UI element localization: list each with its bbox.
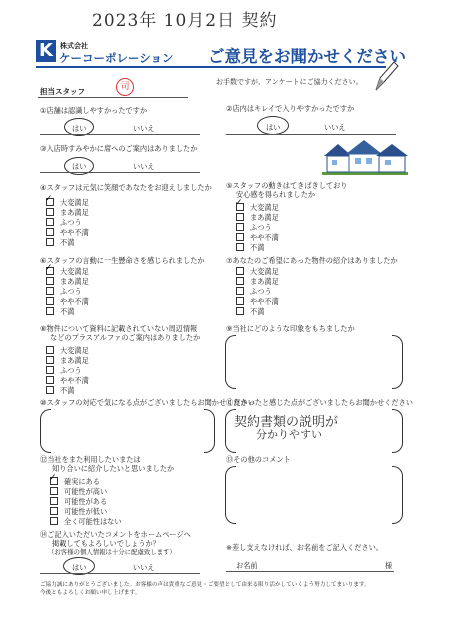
q8-option[interactable]: やや不満 bbox=[46, 376, 89, 386]
q7-option[interactable]: まあ満足 bbox=[236, 277, 279, 287]
question-5-line2: 安心感を得られましたか bbox=[236, 190, 316, 199]
company-logo bbox=[36, 40, 56, 62]
q1-no[interactable]: いいえ bbox=[133, 124, 155, 133]
q12-option[interactable]: 可能性がある bbox=[50, 497, 107, 507]
q13-box-left bbox=[225, 466, 236, 524]
q10-box-left bbox=[40, 409, 51, 453]
footer-line2: 今後ともよろしくお願い申し上げます。 bbox=[40, 590, 141, 596]
q5-option[interactable]: まあ満足 bbox=[236, 213, 279, 223]
q8-option[interactable]: 大変満足 bbox=[46, 346, 89, 356]
q5-option[interactable]: やや不満 bbox=[236, 233, 279, 243]
heading-underline bbox=[36, 66, 386, 68]
name-field[interactable] bbox=[226, 571, 394, 572]
q4-option[interactable]: まあ満足 bbox=[46, 208, 89, 218]
q1-line bbox=[40, 134, 200, 135]
q2-circle bbox=[257, 116, 289, 135]
q12-option[interactable]: 可能性が高い bbox=[50, 487, 107, 497]
name-note: ※差し支えなければ、お名前をご記入ください。 bbox=[226, 543, 383, 552]
question-3: ③入店時すみやかに席へのご案内はありましたか bbox=[40, 144, 198, 153]
q14-yes[interactable]: はい bbox=[72, 563, 87, 572]
q2-no[interactable]: いいえ bbox=[324, 123, 346, 132]
q3-line bbox=[40, 172, 200, 173]
q8-option[interactable]: 不満 bbox=[46, 386, 74, 396]
staff-label: 担当スタッフ bbox=[40, 87, 85, 96]
logo-letter: K bbox=[39, 40, 53, 61]
q4-option[interactable]: 不満 bbox=[46, 238, 74, 248]
sama-label: 様 bbox=[385, 561, 393, 570]
q4-check-mark: ✓ bbox=[45, 194, 53, 204]
q11-box-right[interactable] bbox=[392, 409, 403, 453]
q8-option[interactable]: まあ満足 bbox=[46, 356, 89, 366]
q11-answer-line1: 契約書類の説明が bbox=[234, 415, 339, 430]
q3-yes[interactable]: はい bbox=[72, 162, 87, 171]
q10-box-right[interactable] bbox=[204, 409, 215, 453]
q7-option[interactable]: ふつう bbox=[236, 287, 272, 297]
q6-option[interactable]: ふつう bbox=[46, 287, 82, 297]
q12-check-mark: ✓ bbox=[49, 473, 57, 483]
q4-option[interactable]: 大変満足 bbox=[46, 198, 89, 208]
q2-yes[interactable]: はい bbox=[266, 123, 281, 132]
pen-icon bbox=[370, 56, 400, 96]
question-8-line2: などのプラスアルファのご案内はありましたか bbox=[50, 333, 201, 342]
question-7: ⑦あなたのご希望にあった物件の紹介はありましたか bbox=[226, 256, 398, 265]
q12-option[interactable]: 可能性が低い bbox=[50, 507, 107, 517]
question-12-line1: ⑫当社をまた利用したいまたは bbox=[40, 455, 141, 464]
q7-option[interactable]: 大変満足 bbox=[236, 267, 279, 277]
question-2: ②店内はキレイで入りやすかったですか bbox=[226, 104, 355, 113]
q14-no[interactable]: いいえ bbox=[133, 563, 155, 572]
q9-box-left bbox=[225, 335, 236, 389]
company-small: 株式会社 bbox=[60, 42, 88, 50]
question-14-line3: （お客様の個人情報は十分に配慮致します） bbox=[48, 548, 176, 556]
footer-line1: ご協力誠にありがとうございました。お客様の声は貴重なご意見・ご要望として由来る限り活かしていくよう努力してまいります。 bbox=[40, 582, 370, 588]
company-name: ケーコーポレーション bbox=[59, 51, 174, 65]
page-heading: ご意見をお聞かせください bbox=[208, 47, 406, 66]
question-13: ⑬その他のコメント bbox=[226, 455, 291, 464]
q6-option[interactable]: 不満 bbox=[46, 307, 74, 317]
question-1: ①店舗は認識しやすかったですか bbox=[40, 106, 148, 115]
question-6: ⑥スタッフの言動に一生懸命さを感じられましたか bbox=[40, 256, 205, 265]
handwritten-title: 2023年 10月2日 契約 bbox=[92, 11, 278, 31]
q8-option[interactable]: ふつう bbox=[46, 366, 82, 376]
q1-yes[interactable]: はい bbox=[72, 124, 87, 133]
q11-answer-line2: 分かりやすい bbox=[256, 428, 322, 441]
question-5-line1: ⑤スタッフの動きはてきぱきしており bbox=[226, 181, 348, 190]
q6-option[interactable]: やや不満 bbox=[46, 297, 89, 307]
thanks-text: お手数ですが、アンケートにご協力ください。 bbox=[216, 78, 363, 86]
q9-box-right[interactable] bbox=[392, 335, 403, 389]
question-9: ⑨当社にどのような印象をもちましたか bbox=[226, 324, 355, 333]
staff-line bbox=[38, 97, 188, 98]
houses-illustration bbox=[322, 138, 408, 176]
q12-option[interactable]: 全く可能性はない bbox=[50, 517, 122, 527]
question-11: ⑪良かったと感じた点がございましたらお聞かせください bbox=[226, 398, 413, 407]
q5-check-mark: ✓ bbox=[235, 198, 243, 208]
question-8-line1: ⑧物件について資料に記載されていない周辺情報 bbox=[40, 324, 198, 333]
stamp: 司 bbox=[116, 78, 134, 96]
q12-option[interactable]: 確実にある bbox=[50, 477, 100, 487]
q5-option[interactable]: 大変満足 bbox=[236, 203, 279, 213]
question-14-line1: ⑭ご記入いただいたコメントをホームページへ bbox=[40, 530, 191, 539]
q5-option[interactable]: ふつう bbox=[236, 223, 272, 233]
q14-line bbox=[40, 573, 200, 574]
name-label: お名前 bbox=[236, 561, 258, 570]
q3-no[interactable]: いいえ bbox=[133, 162, 155, 171]
question-14-line2: 掲載してもよろしいでしょうか？ bbox=[52, 539, 160, 548]
q5-option[interactable]: 不満 bbox=[236, 243, 264, 253]
q6-option[interactable]: 大変満足 bbox=[46, 267, 89, 277]
q2-line bbox=[226, 134, 396, 135]
q7-option[interactable]: やや不満 bbox=[236, 297, 279, 307]
question-10: ⑩スタッフの対応で気になる点がございましたらお聞かせください bbox=[40, 398, 255, 407]
q4-option[interactable]: やや不満 bbox=[46, 228, 89, 238]
q6-option[interactable]: まあ満足 bbox=[46, 277, 89, 287]
q13-box-right[interactable] bbox=[392, 466, 403, 524]
q6-check-mark: ✓ bbox=[45, 263, 53, 273]
question-12-line2: 知り合いに紹介したいと思いましたか bbox=[52, 464, 175, 473]
q7-option[interactable]: 不満 bbox=[236, 307, 264, 317]
q4-option[interactable]: ふつう bbox=[46, 218, 82, 228]
question-4: ④スタッフは元気に笑顔であなたをお迎えしましたか bbox=[40, 183, 212, 192]
